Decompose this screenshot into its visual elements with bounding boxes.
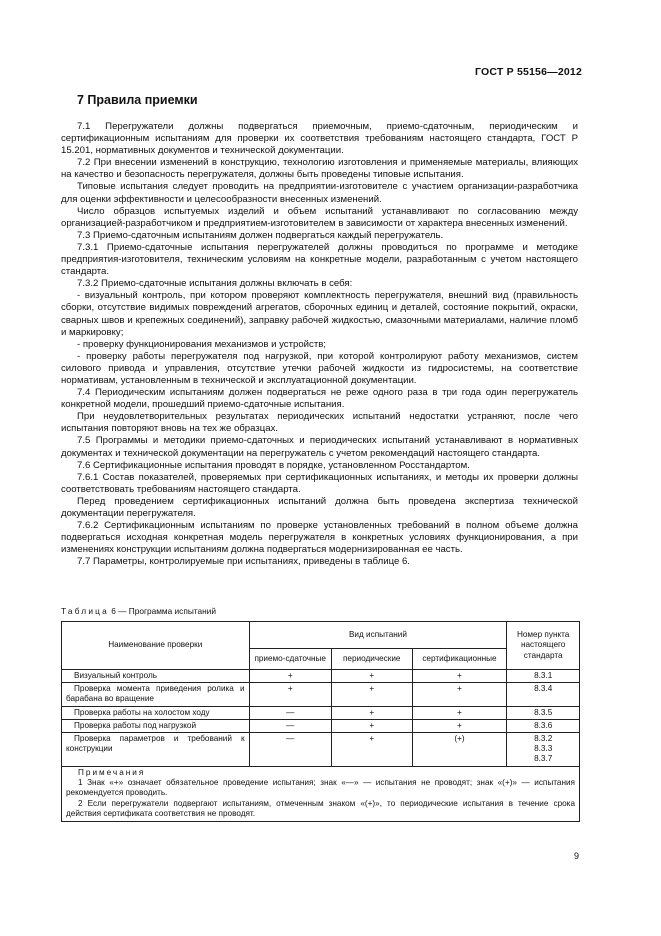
paragraph: 7.5 Программы и методики приемо-сдаточных и периодических испытаний устанавливают в нормативных документах и технической документации на перегружатель с учетом рекомендаций настоящего стандарта. [61,435,578,459]
table-header-row [62,622,580,649]
certification-mark: + [412,670,507,683]
certification-mark: + [412,719,507,732]
check-name: Проверка работы под нагрузкой [62,719,250,732]
paragraph: 7.3.1 Приемо-сдаточные испытания перегружателей должны проводиться по программе и методике предприятия-изготовителя, техническим условиям на конкретные модели, разработанным с учетом настоящего стандарта. [61,241,578,278]
header-test-types: Вид испытаний [249,622,507,649]
acceptance-mark: + [249,683,331,706]
paragraph: 7.6.1 Состав показателей, проверяемых при сертификационных испытаниях, и методы их проверки должны соответствовать требованиям настоящего стандарта. [61,471,578,495]
table-notes [62,766,580,821]
check-name: Проверка работы на холостом ходу [62,706,250,719]
note-item: 1 Знак «+» означает обязательное проведение испытания; знак «—» — испытания не проводят; знак «(+)» — испытания рекомендуется проводить. [66,778,575,798]
paragraph: 7.4 Периодическим испытаниям должен подвергаться не реже одного раза в три года один перегружатель конкретной модели, прошедший приемо-сдаточные испытания. [61,387,578,411]
periodic-mark: + [331,719,412,732]
check-name: Визуальный контроль [62,670,250,683]
check-name: Проверка параметров и требований к конструкции [62,733,250,767]
certification-mark: + [412,683,507,706]
body-text [61,121,578,568]
table-row [62,683,580,706]
paragraph: - проверку функционирования механизмов и устройств; [77,338,326,350]
table-notes-row [62,766,580,821]
table-row [62,719,580,732]
acceptance-mark: — [249,733,331,767]
test-program-table [61,621,580,822]
header-certification: сертификационные [412,649,507,670]
periodic-mark: + [331,683,412,706]
header-acceptance: приемо-сдаточные [249,649,331,670]
paragraph: - визуальный контроль, при котором проверяют комплектность перегружателя, внешний вид (правильность сборки, отсутствие видимых повреждений агрегатов, сборочных единиц и деталей, состояние покрытий, окраски, сварных швов и крепежных соединений), заправку рабочей жидкостью, смазочными материалами, наличие пломб и маркировку; [61,290,578,338]
paragraph: Типовые испытания следует проводить на предприятии-изготовителе с участием организации-разработчика для оценки эффективности и целесообразности внесенных изменений. [61,181,578,205]
paragraph: - проверку работы перегружателя под нагрузкой, при которой контролируют работу механизмов, систем силового привода и управления, отсутствие утечки рабочей жидкости из гидросистемы, на соответствие нормативам, установленным в технической и эксплуатационной документации. [61,350,578,386]
periodic-mark: + [331,670,412,683]
header-clause-number: Номер пункта настоящего стандарта [507,622,580,670]
header-periodic: периодические [331,649,412,670]
paragraph: 7.6 Сертификационные испытания проводят в порядке, установленном Росстандартом. [77,459,470,471]
notes-title: Примечания [78,767,146,777]
clause-ref: 8.3.5 [507,706,580,719]
acceptance-mark: — [249,706,331,719]
table-row [62,733,580,767]
table-row [62,706,580,719]
document-code: ГОСТ Р 55156—2012 [474,66,582,78]
acceptance-mark: + [249,670,331,683]
acceptance-mark: — [249,719,331,732]
section-title: 7 Правила приемки [77,93,198,107]
paragraph: 7.7 Параметры, контролируемые при испытаниях, приведены в таблице 6. [77,556,410,568]
clause-ref: 8.3.4 [507,683,580,706]
certification-mark: (+) [412,733,507,767]
clause-ref: 8.3.2 8.3.3 8.3.7 [507,733,580,767]
periodic-mark: + [331,733,412,767]
clause-ref: 8.3.6 [507,719,580,732]
paragraph: 7.1 Перегружатели должны подвергаться приемочным, приемо-сдаточным, периодическим и сертификационным испытаниям для проверки их соответствия требованиям настоящего стандарта, ГОСТ Р 15.201, нормативных документов и технической документации. [61,121,578,157]
paragraph: 7.3.2 Приемо-сдаточные испытания должны включать в себя: [77,278,353,290]
note-item: 2 Если перегружатели подвергают испытаниям, отмеченным знаком «(+)», то периодические испытания в течение срока действия сертификата соответствия не проводят. [66,798,575,819]
check-name: Проверка момента приведения ролика и барабана во вращение [62,683,250,706]
paragraph: Число образцов испытуемых изделий и объем испытаний устанавливают по согласованию между организацией-разработчиком и предприятием-изготовителем в зависимости от характера внесенных изменений. [61,205,578,229]
paragraph: 7.2 При внесении изменений в конструкцию, технологию изготовления и применяемые материалы, влияющих на качество и безопасность перегружателя, должны быть проведены типовые испытания. [61,157,578,181]
certification-mark: + [412,706,507,719]
periodic-mark: + [331,706,412,719]
paragraph: Перед проведением сертификационных испытаний должна быть проведена экспертиза технической документации перегружателя. [61,495,578,519]
page-number: 9 [573,851,579,861]
paragraph: 7.3 Приемо-сдаточным испытаниям должен подвергаться каждый перегружатель. [77,229,444,241]
table-caption-label: Таблица [61,606,109,616]
table-row [62,670,580,683]
header-check-name: Наименование проверки [62,622,250,670]
clause-ref: 8.3.1 [507,670,580,683]
table-caption [61,606,216,616]
paragraph: 7.6.2 Сертификационным испытаниям по проверке установленных требований в полном объеме должна подвергаться исходная конкретная модель перегружателя в конкретных условиях функционирования, а при изменениях конструкции испытаниям должна подвергаться модернизированная ее часть. [61,520,578,556]
paragraph: При неудовлетворительных результатах периодических испытаний недостатки устраняют, после чего испытания повторяют вновь на тех же образцах. [61,411,578,435]
table-caption-title: 6 — Программа испытаний [108,606,216,616]
